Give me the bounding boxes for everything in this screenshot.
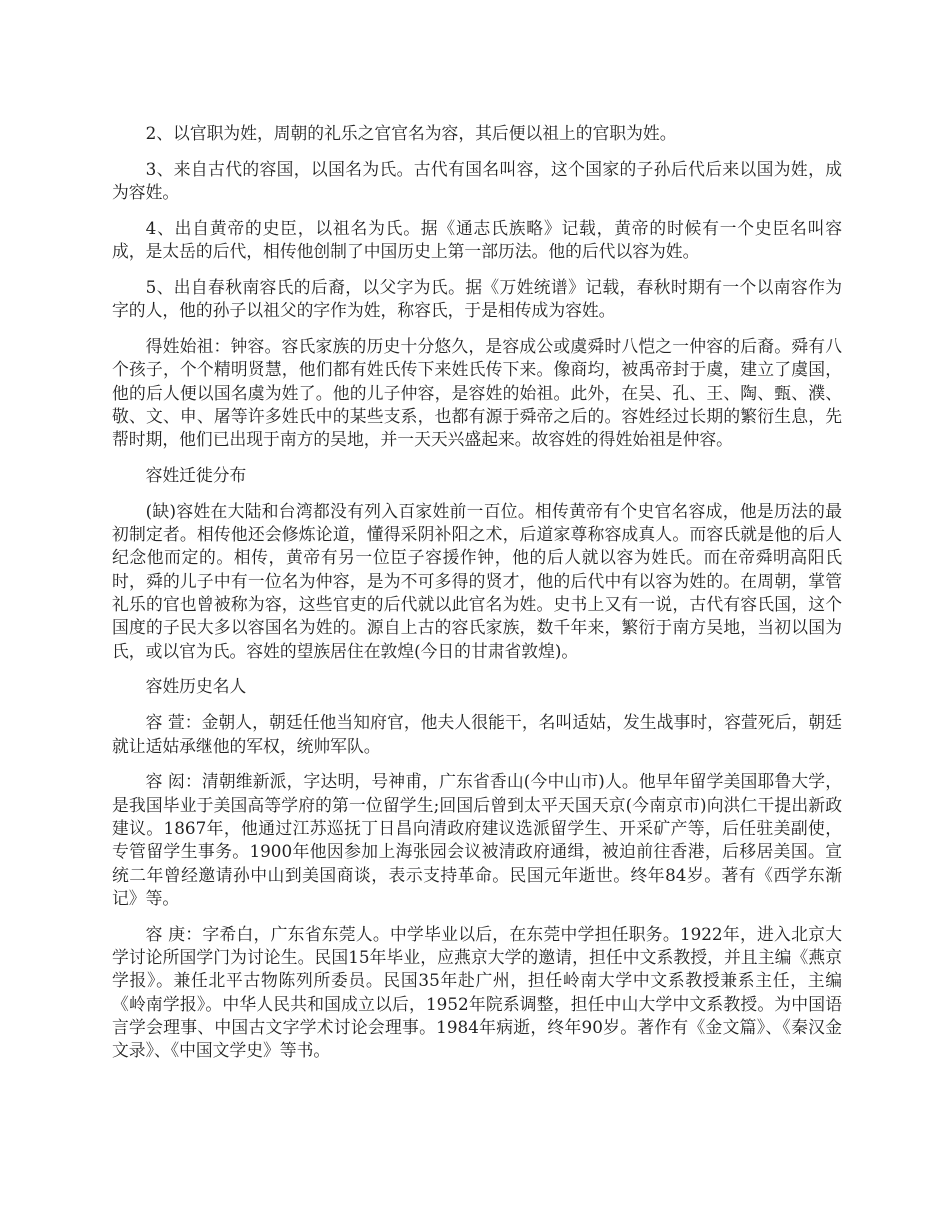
paragraph-origin-5: 5、出自春秋南容氏的后裔，以父字为氏。据《万姓统谱》记载，春秋时期有一个以南容作为字的人，他的孙子以祖父的字作为姓，称容氏，于是相传成为容姓。 — [112, 276, 842, 321]
paragraph-person-rong-geng: 容 庚：字希白，广东省东莞人。中学毕业以后，在东莞中学担任职务。1922年，进入北京大学讨论所国学门为讨论生。民国15年毕业，应燕京大学的邀请，担任中文系教授，并且主编《燕京学报》。兼任北平古物陈列所委员。民国35年赴广州，担任岭南大学中文系教授兼系主任，主编《岭南学报》。中华人民共和国成立以后，1952年院系调整，担任中山大学中文系教授。为中国语言学会理事、中国古文字学术讨论会理事。1984年病逝，终年90岁。著作有《金文篇》、《秦汉金文录》、《中国文学史》等书。 — [112, 923, 842, 1061]
paragraph-origin-3: 3、来自古代的容国，以国名为氏。古代有国名叫容，这个国家的子孙后代后来以国为姓，成为容姓。 — [112, 158, 842, 203]
paragraph-origin-4: 4、出自黄帝的史臣，以祖名为氏。据《通志氏族略》记载，黄帝的时候有一个史臣名叫容成，是太岳的后代，相传他创制了中国历史上第一部历法。他的后代以容为姓。 — [112, 217, 842, 262]
paragraph-origin-2: 2、以官职为姓，周朝的礼乐之官官名为容，其后便以祖上的官职为姓。 — [145, 123, 677, 143]
section-heading-notable-people: 容姓历史名人 — [145, 676, 247, 697]
document-body — [112, 122, 842, 1075]
paragraph-person-rong-xuan: 容 萱：金朝人，朝廷任他当知府官，他夫人很能干，名叫适姑，发生战事时，容萱死后，朝廷就让适姑承继他的军权，统帅军队。 — [112, 712, 842, 756]
paragraph-person-rong-hong: 容 闳：清朝维新派，字达明，号神甫，广东省香山(今中山市)人。他早年留学美国耶鲁大学，是我国毕业于美国高等学府的第一位留学生;回国后曾到太平天国天京(今南京市)向洪仁干提出新政建议。1867年，他通过江苏巡抚丁日昌向清政府建议选派留学生、开采矿产等，后任驻美副使，专管留学生事务。1900年他因参加上海张园会议被清政府通缉，被迫前往香港，后移居美国。宣统二年曾经邀请孙中山到美国商谈，表示支持革命。民国元年逝世。终年84岁。著有《西学东渐记》等。 — [112, 771, 842, 908]
paragraph-migration: (缺)容姓在大陆和台湾都没有列入百家姓前一百位。相传黄帝有个史官名容成，他是历法的最初制定者。相传他还会修炼论道，懂得采阴补阳之术，后道家尊称容成真人。而容氏就是他的后人纪念他而定的。相传，黄帝有另一位臣子容援作钟，他的后人就以容为姓氏。而在帝舜明高阳氏时，舜的儿子中有一位名为仲容，是为不可多得的贤才，他的后代中有以容为姓的。在周朝，掌管礼乐的官也曾被称为容，这些官吏的后代就以此官名为姓。史书上又有一说，古代有容氏国，这个国度的子民大多以容国名为姓的。源自上古的容氏家族，数千年来，繁衍于南方吴地，当初以国为氏，或以官为氏。容姓的望族居住在敦煌(今日的甘肃省敦煌)。 — [112, 500, 842, 661]
section-heading-migration: 容姓迁徙分布 — [145, 465, 247, 486]
paragraph-founding-ancestor: 得姓始祖：钟容。容氏家族的历史十分悠久，是容成公或虞舜时八恺之一仲容的后裔。舜有八个孩子，个个精明贤慧，他们都有姓氏传下来姓氏传下来。像商均，被禹帝封于虞，建立了虞国，他的后人便以国名虞为姓了。他的儿子仲容，是容姓的始祖。此外，在吴、孔、王、陶、甄、濮、敬、文、申、屠等许多姓氏中的某些支系，也都有源于舜帝之后的。容姓经过长期的繁衍生息，先帮时期，他们已出现于南方的吴地，并一天天兴盛起来。故容姓的得姓始祖是仲容。 — [112, 336, 842, 450]
